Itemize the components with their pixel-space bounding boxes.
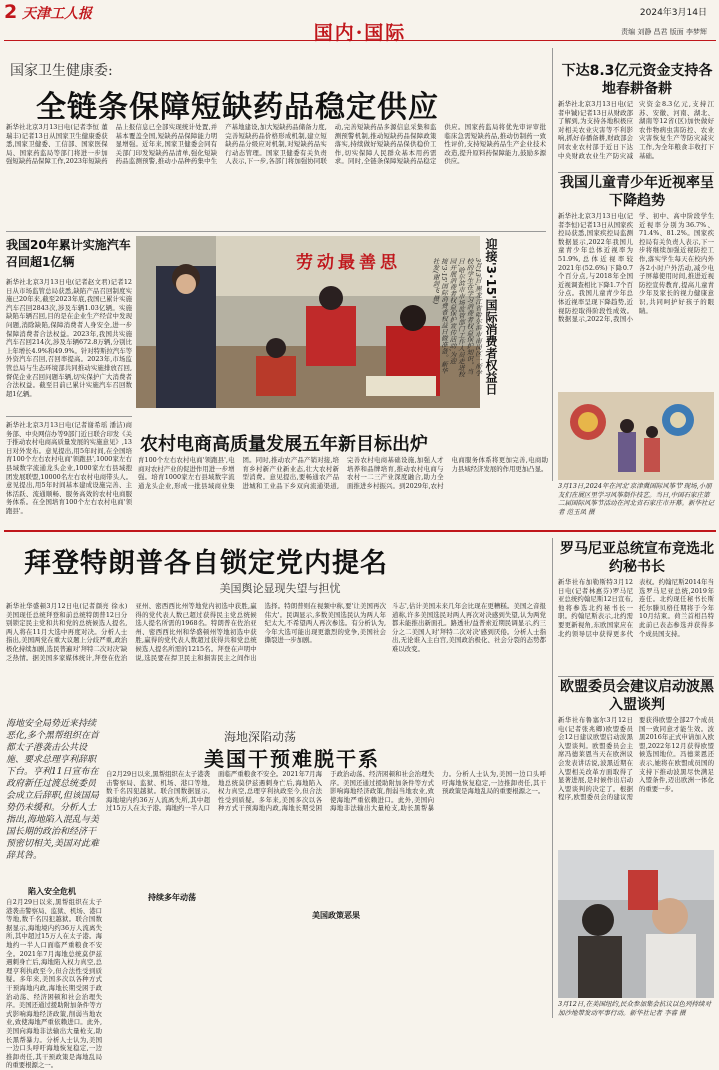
biden-body-right: 斗志',估计美国未来几年会比现在更糟糕。美国之音报道称,许多美国选民对两人再次对决感到失望,认为两党都未能推出新面孔。路透社/益普索近期民调显示,约三分之二美国人对'拜特二次对决'感到厌倦。分析人士指出,无论谁入主白宫,美国政治极化、社会分裂的态势都难以改变。: [392, 602, 546, 653]
romania-headline: 罗马尼亚总统宣布竞选北约秘书长: [560, 541, 714, 575]
romania-divider: [558, 676, 714, 677]
recall-divider: [6, 416, 132, 417]
haiti-kicker: 海地深陷动荡: [224, 730, 297, 744]
half-page-rule: [4, 530, 716, 532]
eu-headline: 欧盟委员会建议启动波黑入盟谈判: [560, 679, 714, 713]
biden-subhead: 美国舆论显现失望与担忧: [219, 582, 341, 595]
ecommerce-body: 育100个左右农村电商'领跑县',电商对农村产业的促进作用进一步增强。培育1000家左右县域数字流通龙头企业,形成一批县域商业集团。同时,推动农产品产销对接,培育乡村新产业新业态,壮大农村新型消费。意见提出,要畅通农产品进城和工业品下乡双向流通渠道,完善农村电商基础设施,加强人才培养和品牌培育,推动农村电商与农村一二三产业深度融合,助力全面推进乡村振兴。到2029年,农村电商服务体系将更加完善,电商助力县域经济发展的作用更加凸显。: [138, 456, 548, 490]
consumer-day-title: 迎接'3·15'国际消费者权益日: [484, 238, 498, 395]
romania-body: 新华社布加勒斯特3月12日电(记者林惠芬)罗马尼亚总统约翰尼斯12日宣布,他将参选北约秘书长一职。约翰尼斯表示,北约需要更新视角,东欧国家应在北约领导层中获得更多代表权。约翰尼斯2014年当选罗马尼亚总统,2019年连任。北约现任秘书长斯托尔滕贝格任期将于今年10月结束。荷兰首相吕特此前已表态参选并获得多个成员国支持。: [558, 578, 714, 638]
kite-photo: [558, 392, 714, 480]
haiti-subhead-3: 美国政策恶果: [308, 910, 364, 921]
protest-caption: 3月12日,在美国纽约,民众参加集会抗议以色列持续对加沙地带发动军事行动。新华社记者 李睿 摄: [558, 1000, 712, 1017]
eu-body: 新华社布鲁塞尔3月12日电(记者张兆卿)欧盟委员会12日建议欧盟启动波黑入盟谈判。欧盟委员会主席冯德莱恩当天在欧洲议会发表讲话说,波黑近期在入盟相关改革方面取得了显著进展,是时候作出启动入盟谈判的决定了。根据程序,欧盟委员会的建议需要获得欧盟全部27个成员国一致同意才能生效。波黑2016年正式申请加入欧盟,2022年12月获得欧盟候选国地位。冯德莱恩还表示,她将在欧盟成员国的支持下推动波黑尽快满足入盟条件,迈出欧洲一体化的重要一步。: [558, 716, 714, 802]
editors-credit: 责编 刘静 昌君 版面 李梦辉: [621, 28, 707, 36]
haiti-subhead-2: 持续多年动荡: [144, 892, 200, 903]
consumer-day-photo: [136, 236, 480, 408]
paper-name-logo: 天津工人报: [22, 6, 92, 22]
ecommerce-headline: 农村电商高质量发展五年新目标出炉: [140, 434, 428, 455]
biden-body: 新华社华盛顿3月12日电(记者颜亮 徐永)美国现任总统拜登和前总统特朗普12日分别锁定民主党和共和党的总统候选人提名,两人将在11月大选中再度对决。分析人士指出,美国两党在重大议题上分歧严重,政治极化持续加剧,选民普遍对'拜特二次对决'缺乏热情。据美国多家媒体统计,拜登在佐治亚州、密西西比州等地党内初选中获胜,赢得的党代表人数已超过获得民主党总统候选人提名所需的1968名。特朗普在佐治亚州、密西西比州和华盛顿州等地初选中获胜,赢得的党代表人数超过获得共和党总统候选人提名所需的1215名。拜登在声明中说,选民要在捍卫民主和损害民主之间作出选择。特朗普则在视频中称,要'让美国再次伟大'。民调显示,多数美国选民认为两人年纪太大,不希望两人再次参选。有分析认为,今年大选可能出现更激烈的党争,美国社会撕裂进一步加剧。: [6, 602, 386, 662]
consumer-day-caption: 3月13日,黑龙江省哈尔滨市南岗区一所学校的学生在学习消费者权益保护知识。当日,哈尔滨市市场监管部门工作人员走进校园开展消费者权益保护宣传活动,为迎接'3·15'国际消费者权益日做准备。新华社发(谢剑飞 摄): [431, 258, 482, 378]
recall-body: 新华社北京3月13日电(记者赵文君)记者12日从市场监管总局获悉,缺陷产品召回制度实施已20年来,截至2023年底,我国已累计实施汽车召回2843次,涉及车辆1.03亿辆。实施缺陷车辆召回,目的是在企业生产经营中发现问题,消除缺陷,保障消费者人身安全,进一步保障消费者合法权益。2023年,我国共实施汽车召回214次,涉及车辆672.8万辆,分别比上年增长4.9%和49.9%。针对特斯拉汽车等外资汽车召回,召回率提高。2023年,市场监管总局与生态环境部共同推动实施排放召回,督促企业召回问题车辆,切实保护广大消费者合法权益。截至目前已累计实施汽车召回数超1亿辆。: [6, 278, 133, 398]
drugs-kicker: 国家卫生健康委:: [10, 63, 113, 79]
lower-column-divider: [552, 538, 553, 1018]
section-divider: [6, 231, 546, 232]
protest-photo: [558, 850, 714, 998]
issue-date: 2024年3月14日: [639, 8, 707, 18]
masthead-rule: [4, 40, 716, 41]
drugs-headline: 全链条保障短缺药品稳定供应: [36, 90, 439, 125]
funds-body: 新华社北京3月13日电(记者申铖)记者13日从财政部了解到,为支持各地积极应对相关农业灾害等不利影响,抓好春播备耕,财政部会同农业农村部于近日下达中央财政农业生产防灾减灾资金8.3亿元,支持江苏、安徽、河南、湖北、湖南等12省(区)加快做好农作物病虫害防控、农业灾害恢复生产等防灾减灾工作,为全年粮食丰收打下基础。: [558, 100, 714, 160]
funds-headline: 下达8.3亿元资金支持各地春耕备耕: [561, 63, 713, 97]
haiti-body: 自2月29日以来,黑帮组织在太子港袭击警察局、监狱、机场、港口等地,数千名囚犯越狱。联合国数据显示,海地境内约36万人流离失所,其中超过15万人在太子港。海地约一半人口面临严重粮食不安全。2021年7月海地总统莫伊兹遇刺身亡后,海地陷入权力真空,总理亨利执政至今,但合法性受到质疑。多年来,美国多次以各种方式干预海地内政,海地长期受困于政治动荡、经济困顿和社会治理失序。美国还通过援助附加条件等方式影响海地经济政策,削弱当地农业,致使海地严重依赖进口。此外,美国向海地非法输出大量枪支,助长黑帮暴力。分析人士认为,美国一边口头呼吁海地恢复稳定,一边推卸责任,其干预政策是海地乱局的重要根源之一。: [106, 770, 546, 813]
recall-headline: 我国20年累计实施汽车召回超1亿辆: [6, 238, 131, 269]
myopia-body: 新华社北京3月13日电(记者李恒)记者13日从国家疾控局获悉,国家疾控局监测数据显示,2022年我国儿童青少年总体近视率为51.9%,总体近视率较2021年(52.6%)下降0.7个百分点,与2018年全国近视调查相比下降1.7个百分点。我国儿童青少年总体近视率呈现下降趋势,近视防控取得阶段性成效。数据显示,2022年,我国小学、初中、高中阶段学生近视率分别为36.7%、71.4%、81.2%。国家疾控局有关负责人表示,下一步将继续加强近视防控工作,落实学生每天在校内外各2小时户外活动,减少电子屏幕使用时间,推进近视防控宣传教育,提高儿童青少年及家长的视力健康意识,共同呵护好孩子的眼睛。: [558, 212, 714, 324]
biden-headline: 拜登特朗普各自锁定党内提名: [24, 548, 388, 579]
haiti-headline: 美国干预难脱干系: [204, 747, 380, 771]
kite-photo-illustration: [558, 392, 714, 480]
myopia-headline: 我国儿童青少年近视率呈下降趋势: [560, 175, 714, 209]
protest-photo-illustration: [558, 850, 714, 998]
ecommerce-body-left: 新华社北京3月13日电(记者谢希瑶 潘洁)商务部、中央网信办等9部门近日联合印发《关于推动农村电商高质量发展的实施意见》,13日对外发布。意见提出,用5年时间,在全国培育100个左右农村电商'领跑县',1000家左右县域数字流通龙头企业,1000家左右县域抱团发展联盟,10000名左右农村电商带头人。意见提出,用5年时间基本建成设施完善、主体活跃、流通顺畅、服务高效的农村电商服务体系。在全国培育100个左右农村电商'领跑县'。: [6, 421, 132, 515]
drugs-body: 新华社北京3月13日电(记者李恒 董瑞丰)记者13日从国家卫生健康委获悉,国家卫健委、工信部、国家医保局、国家药监局等部门将进一步加强短缺药品保障工作,2023年短缺药品上报信息已全部实现统计处置,并基本覆盖全国,短缺药品保障能力明显增强。近年来,国家卫健委会同有关部门印发短缺药品清单,强化短缺药品监测预警,推动小品种药集中生产基地建设,加大短缺药品储备力度,完善短缺药品价格形成机制,建立短缺药品分级应对机制,对短缺药品实行动态管理。国家卫健委有关负责人表示,下一步,各部门将加强协同联动,完善短缺药品多源信息采集和监测预警机制,推动短缺药品保障政策落实,持续做好短缺药品保供稳价工作,切实保障人民群众基本用药需求。同时,全链条保障短缺药品稳定供应。国家药监局将优先审评审批临床急需短缺药品,推动仿制药一致性评价,支持短缺药品生产企业技术改造,提升原料药保障能力,鼓励多源供应。: [6, 123, 546, 166]
kite-caption: 3月13日,2024年在河北'京津冀国际风筝节'现场,小朋友们在展区里学习风筝制作技艺。当日,中国石家庄第二届国际风筝节活动在河北省石家庄市开幕。新华社记者 范玉凤 摄: [558, 482, 714, 516]
haiti-body-left: 自2月29日以来,黑帮组织在太子港袭击警察局、监狱、机场、港口等地,数千名囚犯越狱。联合国数据显示,海地境内约36万人流离失所,其中超过15万人在太子港。海地约一半人口面临严重粮食不安全。2021年7月海地总统莫伊兹遇刺身亡后,海地陷入权力真空,总理亨利执政至今,但合法性受到质疑。多年来,美国多次以各种方式干预海地内政,海地长期受困于政治动荡、经济困顿和社会治理失序。美国还通过援助附加条件等方式影响海地经济政策,削弱当地农业,致使海地严重依赖进口。此外,美国向海地非法输出大量枪支,助长黑帮暴力。分析人士认为,美国一边口头呼吁海地恢复稳定,一边推卸责任,其干预政策是海地乱局的重要根源之一。: [6, 898, 102, 1070]
column-divider: [552, 48, 553, 481]
classroom-banner: 劳动最善思: [296, 253, 401, 273]
section-title: 国内·国际: [313, 22, 407, 44]
haiti-subhead-1: 陷入安全危机: [28, 886, 76, 896]
funds-divider: [558, 172, 714, 173]
haiti-pullquote: 海地安全局势近来持续恶化,多个黑帮组织在首都太子港袭击公共设施、要求总理亨利辞职下台。亨利11日宣布在政府新任过渡总统委员会成立后辞职,但该国局势仍未缓和。分析人士指出,海地陷入混乱与美国长期的政治和经济干预密切相关,美国对此难辞其咎。: [6, 719, 99, 861]
page-number: 2: [4, 1, 18, 23]
